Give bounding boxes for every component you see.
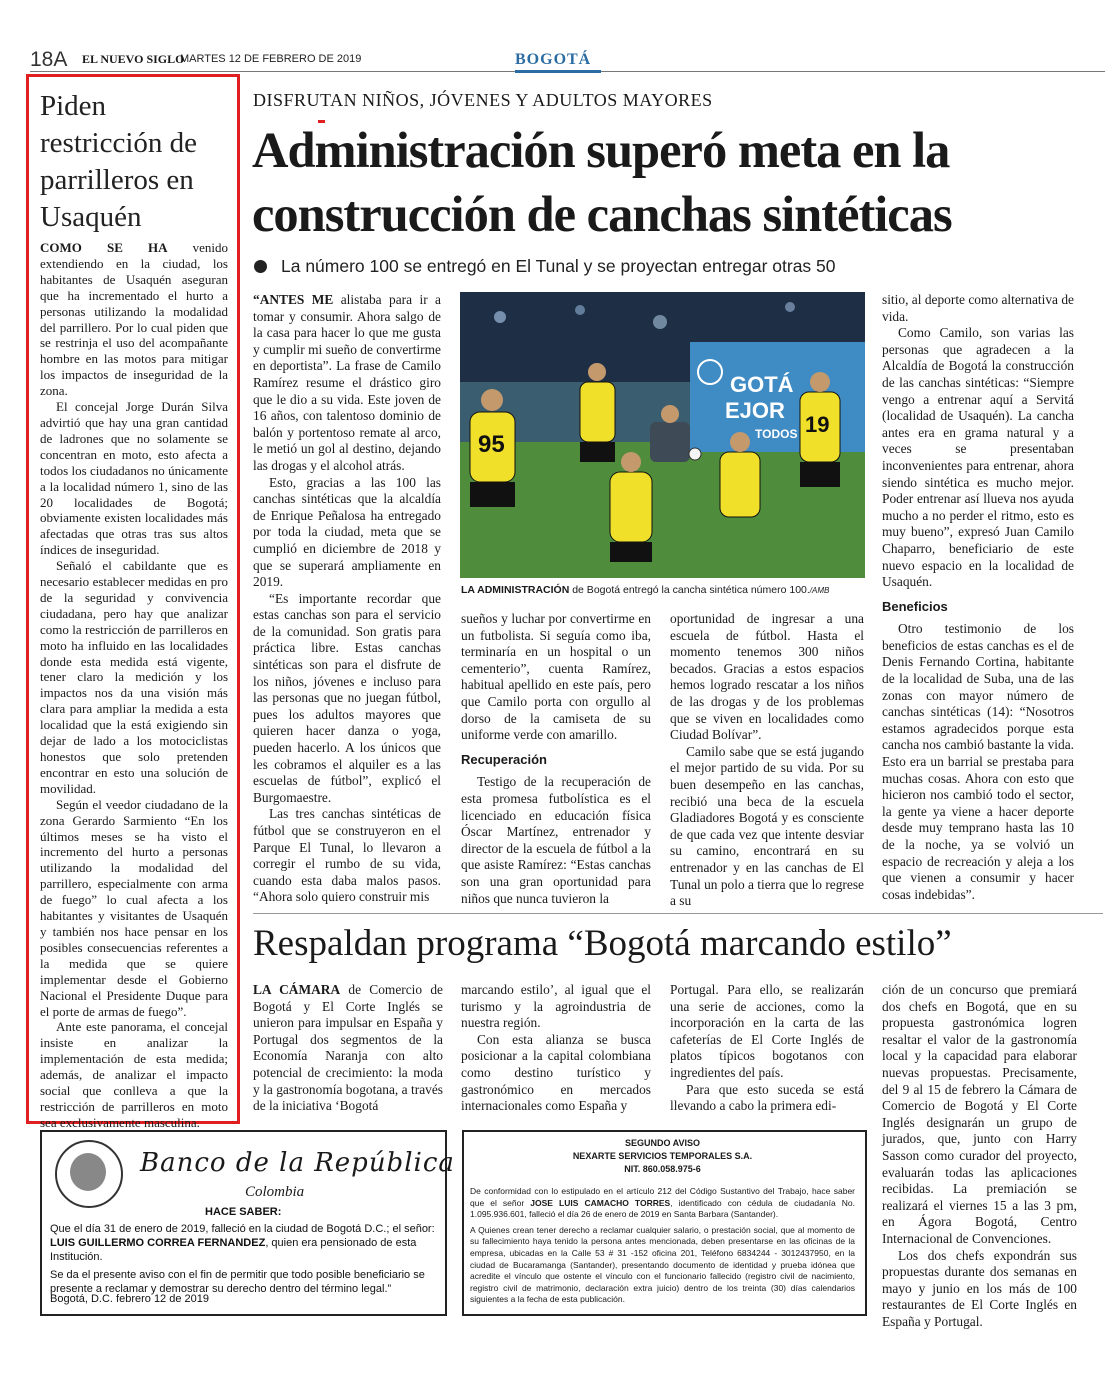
jersey-number: 95	[478, 431, 505, 458]
bullet-icon	[254, 260, 267, 273]
paragraph: “Es importante recordar que estas canchas son para el servicio de la comunidad. Son gratis para práctica libre. Estas canchas sintéticas son para el disfrute de los niños, jóvenes e incluso para las personas que no juegan fútbol, pues los adultos mayores que quieren hacer danza o yoga, pueden hacerlo. A los únicos que les cobramos el alquiler es a las escuelas de fútbol”, explicó el Burgomaestre.	[253, 590, 441, 805]
paragraph: Las tres canchas sintéticas de fútbol que se construyeron en el Parque El Tunal, lo llevaron a corregir el rumbo de su vida, cuando esta daba malos pasos. “Ahora solo quiero construir mis	[253, 806, 441, 905]
notice-paragraph: De conformidad con lo estipulado en el artículo 212 del Código Sustantivo del Trabajo, hace saber que el señor JOSE LUIS CAMACHO TORRES, identificado con cédula de ciudadanía No. 1.095.936.601, falleció el día 26 de enero de 2019 en Santa Barbara (Santander).	[470, 1186, 855, 1220]
notice-heading: HACE SABER:	[205, 1206, 282, 1218]
banner-text: GOTÁ	[730, 372, 794, 397]
issue-date: MARTES 12 DE FEBRERO DE 2019	[180, 53, 362, 65]
paragraph: Como Camilo, son varias las personas que agradecen a la Alcaldía de Bogotá la construcción de las canchas sintéticas: “Siempre vengo a entrenar aquí a Servitá (localidad de Usaquén). La cancha antes era en grama natural y a veces se presentaban inconvenientes para entrenar, ahora siendo sintética es mucho mejor. Poder entrenar así llueva nos ayuda mucho a no perder el ritmo, esto es muy bueno”, expresó Juan Camilo Chaparro, beneficiario de este nuevo espacio en la localidad de Usaquén.	[882, 325, 1074, 590]
paragraph: LA CÁMARA de Comercio de Bogotá y El Corte Inglés se unieron para impulsar en España y Portugal dos segmentos de la Economía Naranja con alto potencial de crecimiento: la moda y la gastronomía bogotana, a través de la iniciativa ‘Bogotá	[253, 982, 444, 1114]
second-column-1	[253, 982, 443, 1115]
paragraph: Testigo de la recuperación de esta promesa futbolística es el licenciado en educación física Óscar Martínez, entrenador y director de la escuela de fútbol a la que asiste Ramírez: “Estas canchas son una gran oportunidad para niños que nunca tuvieron la	[461, 774, 651, 906]
sidebar-paragraph: Según el veedor ciudadano de la zona Gerardo Sarmiento “En los últimos meses se ha visto el incremento del hurto a personas utilizando la modalidad del parrillero, especialmente con arma de fuego” lo cual afecta a los habitantes y visitantes de Usaquén y también nos hace pensar en los posibles consecuencias referentes a la medida que se quiere implementar desde el Gobierno Nacional el Presidente Duque para el porte de armas de fuego”.	[40, 796, 228, 1019]
sidebar-paragraph: El concejal Jorge Durán Silva advirtió que hay una gran cantidad de ladrones que no solamente se concentran en moto, esto afecta a todos los ciudadanos no únicamente a la localidad número 1, sino de las 20 localidades de Bogotá; obviamente existen localidades más afectadas que otras tras sus altos índices de inseguridad.	[40, 399, 228, 558]
second-column-2	[461, 982, 651, 1115]
paragraph: Portugal. Para ello, se realizarán una serie de acciones, como la incorporación en la carta de las cafeterías de El Corte Inglés de platos típicos bogotanos con ingredientes del país.	[670, 982, 864, 1080]
photo-caption: LA ADMINISTRACIÓN de Bogotá entregó la cancha sintética número 100./AMB	[461, 584, 830, 596]
newspaper-name: EL NUEVO SIGLO	[82, 52, 185, 66]
bank-name: Banco de la República	[140, 1148, 455, 1178]
notice-header: SEGUNDO AVISO NEXARTE SERVICIOS TEMPORALES S.A. NIT. 860.058.975-6	[572, 1138, 753, 1174]
sidebar-paragraph: Señaló el cabildante que es necesario establecer medidas en pro de la seguridad y convivencia ciudadana, pero hay que analizar como la restricción de parrilleros en moto ha influido en las localidades donde esta medida está vigente, tener claro la medición y los impactos nos da una visión más clara para ampliar la medida a esta localidad que la está exigiendo sin dejar de lado a los motociclistas honestos que solo pretenden encontrar en esto una solución de movilidad.	[40, 558, 228, 796]
article-kicker: DISFRUTAN NIÑOS, JÓVENES Y ADULTOS MAYORES	[253, 90, 713, 110]
paragraph: Otro testimonio de los beneficios de estas canchas es el de Denis Fernando Cortina, habitante de la localidad de Suba, una de las zonas con mayor número de canchas sintéticas (14): “Nosotros estamos agradecidos porque esta cancha nos cambió bastante la vida. Esto era un barrial se prestaba para muchas cosas. Ahora con esto que hicieron nos cambió todo el sector, la gente ya viene a hacer deporte desde muy temprano hasta las 10 de la noche, ya se volvió un espacio de recreación y aleja a los que vienen a consumir y hacer cosas indebidas”.	[882, 621, 1074, 902]
sidebar-lead: COMO SE HA	[40, 240, 168, 255]
article-headline: Administración superó meta en la construcción de canchas sintéticas	[252, 122, 952, 242]
banner-text: EJOR	[725, 398, 785, 423]
second-headline: Respaldan programa “Bogotá marcando estilo”	[253, 923, 952, 964]
article-column-4	[882, 292, 1074, 903]
section-divider	[253, 913, 1103, 914]
section-title: BOGOTÁ	[515, 51, 592, 68]
page-number: 18A	[30, 48, 68, 71]
subheading: Beneficios	[882, 598, 948, 614]
notice-paragraph: Que el día 31 de enero de 2019, falleció en la ciudad de Bogotá D.C.; el señor: LUIS GUILLERMO CORREA FERNANDEZ, quien era pensionado de esta Institución.	[50, 1223, 435, 1263]
sidebar-title: Piden restricción de parrilleros en Usaquén	[40, 90, 198, 233]
subheading: Recuperación	[461, 751, 547, 767]
paragraph: oportunidad de ingresar a una escuela de fútbol. Hasta el momento tenemos 300 niños becados. Gracias a estos espacios hemos logrado rescatar a los niños de las drogas y de los problemas que se viven en localidades como Ciudad Bolívar”.	[670, 611, 864, 743]
second-lead: LA CÁMARA	[253, 982, 341, 997]
article-lead: “ANTES ME	[253, 292, 334, 307]
jersey-number: 19	[805, 412, 830, 437]
second-column-3	[670, 982, 864, 1115]
paragraph: “ANTES ME alistaba para ir a tomar y consumir. Ahora salgo de la casa para hacer lo que me gusta y cumplir mi sueño de convertirme en deportista”. La frase de Camilo Ramírez resume el drástico giro que le dio a su vida. Este joven de 16 años, con talentoso dominio de balón y portentoso remate al arco, le metió un gol al destino, dejando las drogas y el alcohol atrás.	[253, 292, 442, 473]
paragraph: Con esta alianza se busca posicionar a la capital colombiana como destino turístico y gastronómico en mercados internacionales como España y	[461, 1031, 651, 1114]
bank-country: Colombia	[245, 1184, 305, 1200]
article-photo	[460, 292, 865, 578]
section-rule	[515, 70, 601, 73]
paragraph: Camilo sabe que se está jugando el mejor partido de su vida. Por su buen desempeño en las canchas, recibió una beca de la escuela Gladiadores Bogotá y es consciente de que cada vez que intente desviar su camino, encontrará en su entrenador y en las canchas de El Tunal un polo a tierra que lo regrese a su	[670, 743, 864, 909]
notice-body	[50, 1222, 435, 1296]
notice-footer: Bogotá, D.C. febrero 12 de 2019	[50, 1293, 209, 1305]
paragraph: ción de un concurso que premiará dos chefs en Bogotá, que en su propuesta gastronómica logren resaltar el valor de la gastronomía local y la capacidad para elaborar nuevas propuestas. Precisamente, del 9 al 15 de febrero la Cámara de Comercio de Bogotá y El Corte Inglés designarán un grupo de jurados, que, junto con Harry Sasson como curador del proyecto, evaluarán todas las aplicaciones recibidas. La premiación se realizará el viernes 15 a las 3 pm, en Ágora Bogotá, Centro Internacional de Convenciones.	[882, 982, 1077, 1246]
notice-paragraph: Se da el presente aviso con el fin de permitir que todo posible beneficiario se presente a reclamar y demostrar su derecho dentro del término legal.”	[50, 1269, 425, 1295]
notice-body	[470, 1186, 855, 1306]
paragraph: Para que esto suceda se está llevando a cabo la primera edi-	[670, 1081, 864, 1114]
sidebar-body	[40, 240, 228, 1131]
banner-text: TODOS	[755, 427, 798, 441]
paragraph: Esto, gracias a las 100 las canchas sintéticas que la alcaldía de Enrique Peñalosa ha entregado por toda la ciudad, meta que se cumplió en diciembre de 2018 y que se superará ampliamente en 2019.	[253, 474, 441, 590]
article-column-3	[670, 611, 864, 910]
sidebar-paragraph: Ante este panorama, el concejal insiste en analizar la implementación de esta medida; además, de analizar el impacto social que conlleva a que la restricción de parrilleros en moto sea exclusivamente masculina.	[40, 1019, 228, 1130]
paragraph: sitio, al deporte como alternativa de vida.	[882, 292, 1074, 324]
soccer-photo-illustration	[460, 292, 865, 578]
second-column-4	[882, 982, 1077, 1330]
article-column-2	[461, 611, 651, 907]
notice-paragraph: A Quienes crean tener derecho a reclamar cualquier salario, o prestación social, que al momento de su fallecimiento haya tenido la persona antes mencionada, deben presentarse en las oficinas de la empresa, ubicadas en la Calle 53 # 31 -152 oficina 201, Teléfono 6834244 - 3012437950, en la ciudad de Bucaramanga (Santander), presentando documento de identidad y prueba idónea que acredite el vínculo que ostente el vínculo con el funcionario fallecido (registro civil de nacimiento, registro civil de matrimonio, declaración extra juicio) dentro de los treinta (30) días calendarios siguientes a la fecha de esta publicación.	[470, 1224, 855, 1305]
sidebar-paragraph: COMO SE HA venido extendiendo en la ciudad, los habitantes de Usaquén aseguran que ha incrementado el hurto a personas utilizando la modalidad del parrillero. Por lo cual piden que se restrinja el uso del acompañante hombre en las motos para mitigar los impactos de inseguridad de la zona.	[40, 240, 228, 399]
paragraph: Los dos chefs expondrán sus propuestas durante dos semanas en mayo y junio en los más de 100 restaurantes de El Corte Inglés en España y Portugal.	[882, 1247, 1077, 1329]
article-column-1	[253, 292, 441, 906]
article-deck: La número 100 se entregó en El Tunal y se proyectan entregar otras 50	[281, 256, 836, 276]
paragraph: sueños y luchar por convertirme en un futbolista. Si seguía como iba, terminaría en un hospital o un cementerio”, cuenta Ramírez, habitual apellido en este país, pero que Camilo porta con orgullo al dorso de la camiseta de su uniforme verde con amarillo.	[461, 611, 651, 743]
paragraph: marcando estilo’, al igual que el turismo y la agroindustria de nuestra región.	[461, 982, 651, 1031]
bank-seal-portrait	[70, 1153, 106, 1191]
